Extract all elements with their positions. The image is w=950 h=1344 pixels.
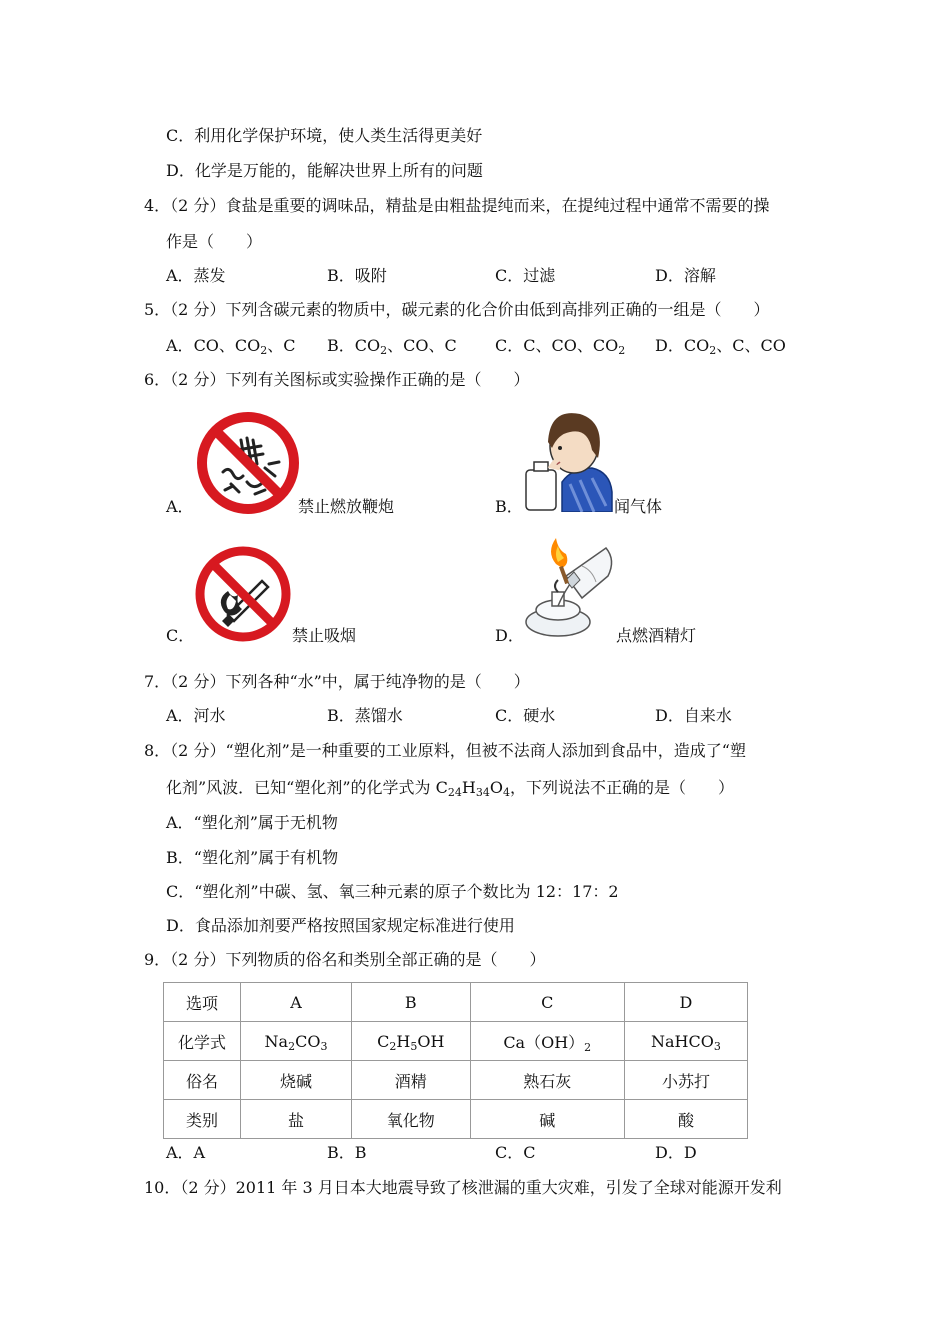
- q4-stem-line1: 4．（2 分）食盐是重要的调味品，精盐是由粗盐提纯而来，在提纯过程中通常不需要的操: [144, 196, 770, 215]
- q7-option-c: C．硬水: [495, 706, 556, 725]
- q8-stem-line2: 化剂”风波．已知“塑化剂”的化学式为 $C_{24}H_{34}O_4$，下列说法不正确的是（ ）: [166, 778, 734, 799]
- q6-option-c-caption: 禁止吸烟: [292, 626, 357, 645]
- q9-option-a: A．A: [166, 1143, 206, 1162]
- table-cell: 烧碱: [241, 1061, 352, 1100]
- q3-option-c: C．利用化学保护环境，使人类生活得更美好: [166, 126, 483, 145]
- q3-option-d: D．化学是万能的，能解决世界上所有的问题: [166, 161, 483, 180]
- q10-stem-line1: 10．（2 分）2011 年 3 月日本大地震导致了核泄漏的重大灾难，引发了全球对能源开发利: [144, 1178, 782, 1197]
- q8-option-d: D．食品添加剂要严格按照国家规定标准进行使用: [166, 916, 515, 935]
- table-cell: 酸: [624, 1100, 747, 1139]
- table-row: [164, 1022, 748, 1061]
- smelling-gas-illustration-icon: [522, 402, 614, 512]
- table-cell: $Ca(OH)_2$: [470, 1022, 624, 1061]
- table-cell: $Na_2CO_3$: [241, 1022, 352, 1061]
- q7-option-a: A．河水: [166, 706, 226, 725]
- table-row: [164, 983, 748, 1022]
- q6-option-b-label: B．: [495, 497, 523, 516]
- table-cell: NaHCO$_3$: [624, 1022, 747, 1061]
- q4-option-a: A．蒸发: [166, 266, 226, 285]
- table-cell: $C_2H_5OH$: [351, 1022, 470, 1061]
- q5-option-b: B．$CO_2$、CO、C: [327, 336, 457, 357]
- table-row: [164, 1100, 748, 1139]
- q5-option-d: D．$CO_2$、C、CO: [655, 336, 786, 357]
- q8-option-b: B．“塑化剂”属于有机物: [166, 848, 339, 867]
- q4-option-d: D．溶解: [655, 266, 716, 285]
- q6-option-c-label: C．: [166, 626, 195, 645]
- q9-option-c: C．C: [495, 1143, 536, 1162]
- q9-table: [163, 982, 748, 1139]
- q4-option-b: B．吸附: [327, 266, 387, 285]
- no-smoking-sign-icon: [194, 545, 292, 643]
- table-cell: 盐: [241, 1100, 352, 1139]
- q6-stem: 6．（2 分）下列有关图标或实验操作正确的是（ ）: [144, 370, 530, 389]
- q8-option-c: C．“塑化剂”中碳、氢、氧三种元素的原子个数比为 12：17：2: [166, 882, 619, 901]
- table-cell: 小苏打: [624, 1061, 747, 1100]
- q7-option-d: D．自来水: [655, 706, 732, 725]
- q4-option-c: C．过滤: [495, 266, 556, 285]
- q4-stem-line2: 作是（ ）: [166, 232, 263, 251]
- q8-option-a: A．“塑化剂”属于无机物: [166, 813, 338, 832]
- q8-stem-line1: 8．（2 分）“塑化剂”是一种重要的工业原料，但被不法商人添加到食品中，造成了“塑: [144, 741, 746, 760]
- alcohol-lamp-illustration-icon: [522, 536, 618, 642]
- table-row: [164, 1061, 748, 1100]
- q6-option-a-label: A．: [166, 497, 194, 516]
- q6-option-d-caption: 点燃酒精灯: [616, 626, 697, 645]
- q6-option-a-caption: 禁止燃放鞭炮: [298, 497, 395, 516]
- q9-option-d: D．D: [655, 1143, 697, 1162]
- table-row-label: 俗名: [164, 1061, 241, 1100]
- q5-stem: 5．（2 分）下列含碳元素的物质中，碳元素的化合价由低到高排列正确的一组是（ ）: [144, 300, 770, 319]
- table-header-cell: A: [241, 983, 352, 1022]
- q7-option-b: B．蒸馏水: [327, 706, 403, 725]
- q5-option-a: A．CO、$CO_2$、C: [166, 336, 296, 357]
- table-row-label: 化学式: [164, 1022, 241, 1061]
- q9-stem: 9．（2 分）下列物质的俗名和类别全部正确的是（ ）: [144, 950, 546, 969]
- q7-stem: 7．（2 分）下列各种“水”中，属于纯净物的是（ ）: [144, 672, 530, 691]
- table-header-cell: D: [624, 983, 747, 1022]
- q9-option-b: B．B: [327, 1143, 367, 1162]
- table-cell: 氧化物: [351, 1100, 470, 1139]
- table-header-cell: C: [470, 983, 624, 1022]
- table-cell: 碱: [470, 1100, 624, 1139]
- q5-option-c: C．C、CO、$CO_2$: [495, 336, 626, 357]
- table-header-cell: B: [351, 983, 470, 1022]
- table-cell: 酒精: [351, 1061, 470, 1100]
- no-firecrackers-sign-icon: [195, 410, 301, 516]
- table-cell: 熟石灰: [470, 1061, 624, 1100]
- q6-option-d-label: D．: [495, 626, 524, 645]
- table-header-cell: 选项: [164, 983, 241, 1022]
- q6-option-b-caption: 闻气体: [614, 497, 663, 516]
- table-row-label: 类别: [164, 1100, 241, 1139]
